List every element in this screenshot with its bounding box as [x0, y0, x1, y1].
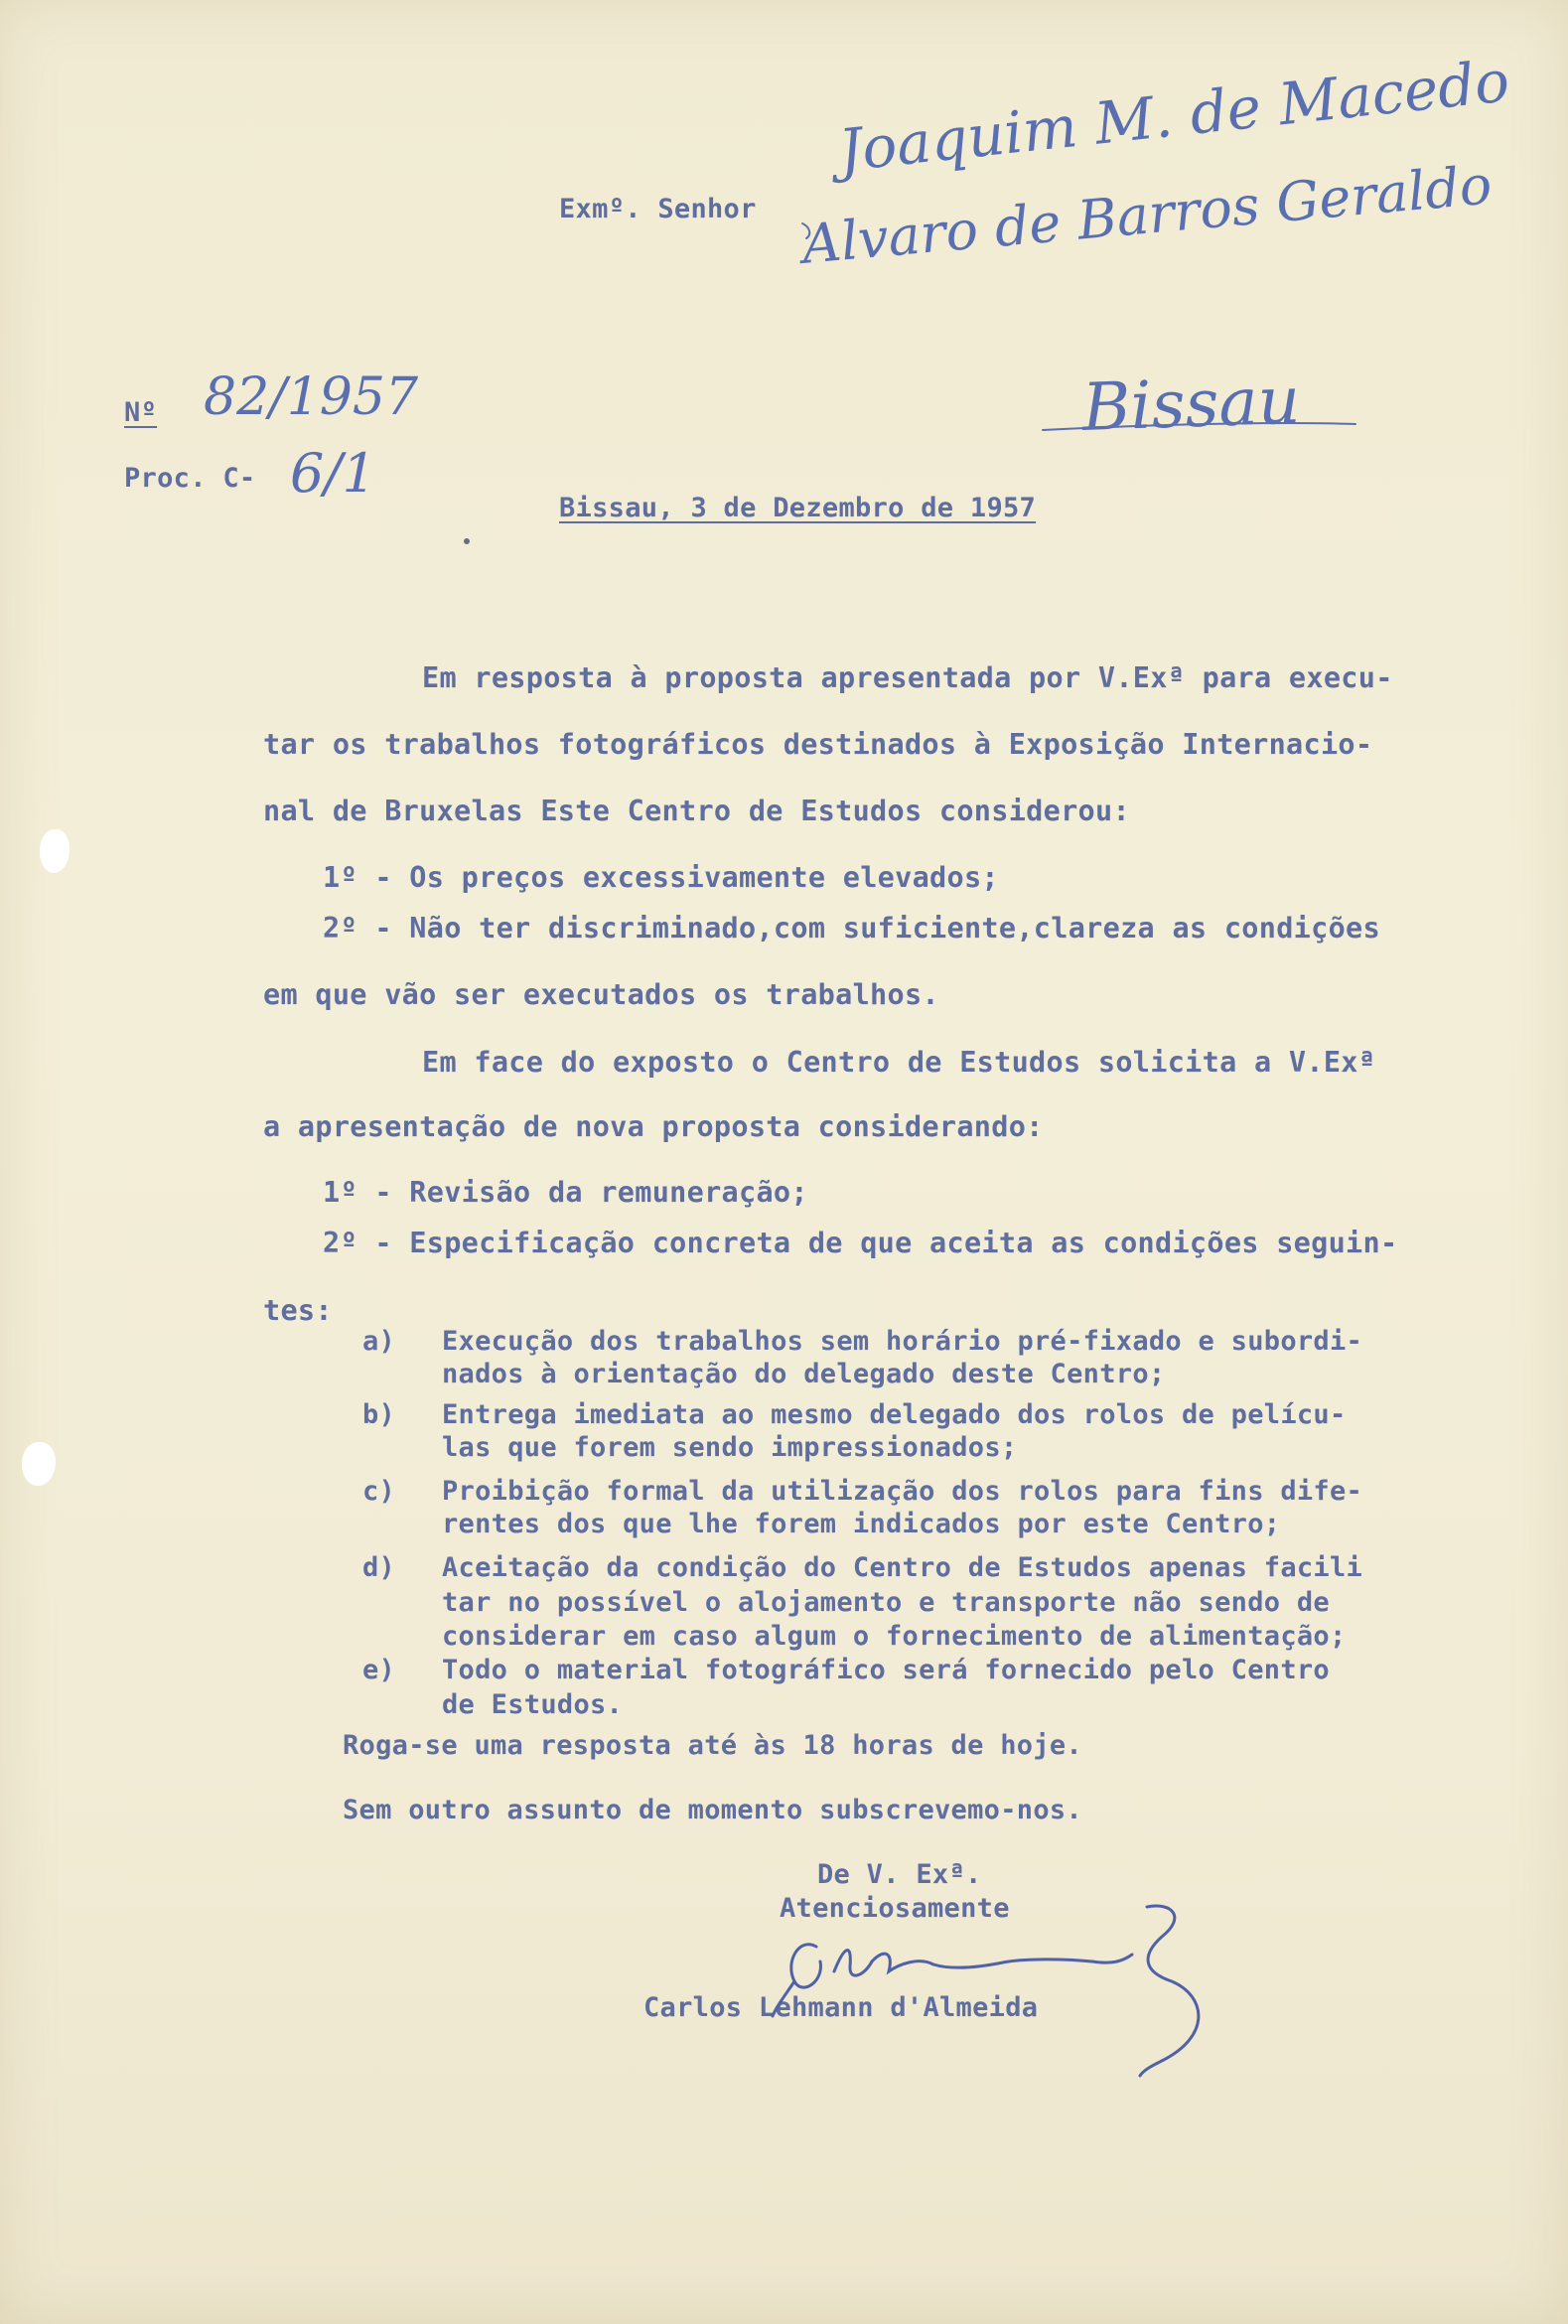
condition-letter-d: d)	[362, 1552, 396, 1583]
condition-letter-c: c)	[362, 1476, 396, 1507]
salutation: Exmº. Senhor	[559, 194, 757, 224]
body-line: 1º - Revisão da remuneração;	[323, 1176, 808, 1209]
condition-a-line: Execução dos trabalhos sem horário pré-fixado e subordi-	[442, 1326, 1363, 1357]
reference-number-label: Nº	[124, 397, 158, 428]
condition-letter-a: a)	[362, 1326, 396, 1357]
handwritten-recipient-2: Alvaro de Barros Geraldo	[799, 153, 1495, 276]
signatory-name: Carlos Lehmann d'Almeida	[643, 1992, 1039, 2023]
handwritten-recipient-1: Joaquim M. de Macedo	[835, 47, 1513, 185]
closing-line: Sem outro assunto de momento subscrevemo-nos.	[343, 1795, 1082, 1825]
condition-d-line: Aceitação da condição do Centro de Estudos apenas facili	[442, 1552, 1363, 1583]
condition-c-line: rentes dos que lhe forem indicados por este Centro;	[442, 1509, 1281, 1539]
body-line: 1º - Os preços excessivamente elevados;	[323, 861, 999, 894]
body-line: tar os trabalhos fotográficos destinados à Exposição Internacio-	[263, 728, 1373, 761]
process-value: 6/1	[290, 442, 376, 505]
body-line: 2º - Especificação concreta de que aceita as condições seguin-	[323, 1227, 1398, 1259]
body-line: a apresentação de nova proposta considerando:	[263, 1110, 1044, 1143]
body-line: 2º - Não ter discriminado,com suficiente,clareza as condições	[323, 912, 1380, 944]
condition-letter-e: e)	[362, 1655, 396, 1685]
condition-e-line: de Estudos.	[442, 1689, 624, 1720]
process-label: Proc. C-	[124, 463, 256, 494]
body-line: Em resposta à proposta apresentada por V.Exª para execu-	[422, 661, 1393, 694]
reference-number-value: 82/1957	[204, 367, 419, 427]
body-line: tes:	[263, 1294, 333, 1327]
closing-line: Roga-se uma resposta até às 18 horas de hoje.	[343, 1730, 1082, 1761]
condition-d-line: tar no possível o alojamento e transporte não sendo de	[442, 1587, 1330, 1618]
courtesy-line: De V. Exª.	[817, 1859, 982, 1890]
body-line: Em face do exposto o Centro de Estudos solicita a V.Exª	[422, 1046, 1376, 1079]
condition-b-line: Entrega imediata ao mesmo delegado dos rolos de pelícu-	[442, 1399, 1347, 1430]
condition-a-line: nados à orientação do delegado deste Centro;	[442, 1359, 1166, 1389]
handwritten-place: Bissau	[1080, 362, 1302, 446]
regards-line: Atenciosamente	[780, 1893, 1010, 1924]
condition-letter-b: b)	[362, 1399, 396, 1430]
condition-b-line: las que forem sendo impressionados;	[442, 1432, 1018, 1463]
date-line: Bissau, 3 de Dezembro de 1957	[559, 493, 1037, 523]
ink-dot	[464, 538, 470, 544]
condition-d-line: considerar em caso algum o fornecimento de alimentação;	[442, 1621, 1347, 1652]
body-line: em que vão ser executados os trabalhos.	[263, 978, 939, 1011]
condition-e-line: Todo o material fotográfico será fornecido pelo Centro	[442, 1655, 1330, 1685]
body-line: nal de Bruxelas Este Centro de Estudos considerou:	[263, 795, 1130, 827]
condition-c-line: Proibição formal da utilização dos rolos para fins dife-	[442, 1476, 1363, 1507]
